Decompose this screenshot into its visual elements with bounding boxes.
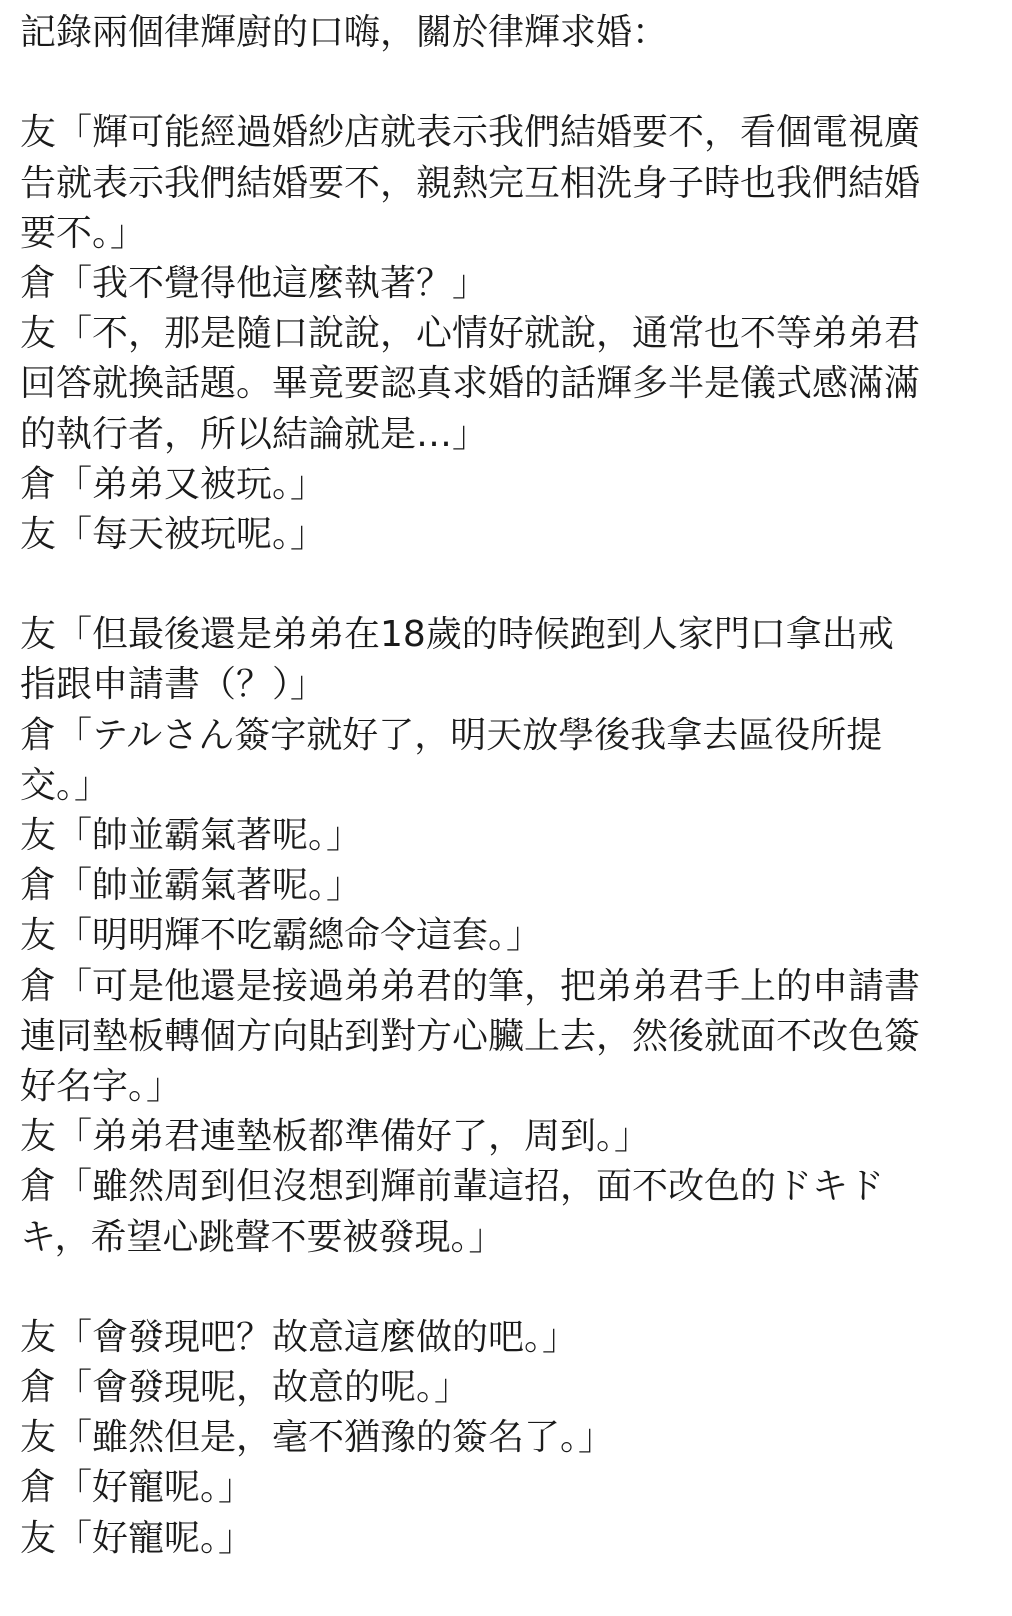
text-line: 友「不，那是隨口說說，心情好就說，通常也不等弟弟君 [20, 313, 921, 355]
text-line: 要不。」 [20, 212, 147, 254]
text-line: 倉「好寵呢。」 [20, 1467, 255, 1509]
text-line: 友「會發現吧？故意這麼做的吧。」 [20, 1316, 579, 1358]
text-line: 友「雖然但是，毫不猶豫的簽名了。」 [20, 1417, 615, 1459]
text-line: 的執行者，所以結論就是…」 [20, 413, 489, 455]
text-line: 倉「雖然周到但沒想到輝前輩這招，面不改色的ドキド [20, 1166, 885, 1208]
text-line: 倉「我不覺得他這麼執著？」 [20, 262, 489, 304]
post-text [20, 8, 970, 1564]
text-line: 友「明明輝不吃霸總命令這套。」 [20, 915, 543, 957]
blank-line [20, 58, 970, 108]
text-line: 倉「テルさん簽字就好了，明天放學後我拿去區役所提 [20, 714, 883, 756]
text-line: 倉「可是他還是接過弟弟君的筆，把弟弟君手上的申請書 [20, 965, 921, 1007]
blank-line [20, 1263, 970, 1313]
text-line: 交。」 [20, 764, 111, 806]
text-line: 倉「帥並霸氣著呢。」 [20, 865, 363, 907]
text-line: 指跟申請書（？）」 [20, 664, 327, 706]
text-line: 告就表示我們結婚要不，親熱完互相洗身子時也我們結婚 [20, 162, 921, 204]
text-line: 友「帥並霸氣著呢。」 [20, 815, 363, 856]
post-intro: 記錄兩個律輝廚的口嗨，關於律輝求婚： [20, 12, 669, 53]
text-line: キ，希望心跳聲不要被發現。」 [20, 1216, 505, 1258]
text-line: 友「好寵呢。」 [20, 1517, 255, 1559]
blank-line [20, 560, 970, 610]
text-line: 友「輝可能經過婚紗店就表示我們結婚要不，看個電視廣 [20, 112, 921, 154]
text-line: 倉「會發現呢，故意的呢。」 [20, 1367, 471, 1409]
text-line: 連同墊板轉個方向貼到對方心臟上去，然後就面不改色簽 [20, 1015, 921, 1057]
text-line: 友「弟弟君連墊板都準備好了，周到。」 [20, 1116, 651, 1158]
text-line: 友「每天被玩呢。」 [20, 513, 327, 555]
text-line: 好名字。」 [20, 1065, 183, 1107]
text-line: 友「但最後還是弟弟在18歲的時候跑到人家門口拿出戒 [20, 614, 894, 656]
text-line: 倉「弟弟又被玩。」 [20, 463, 327, 505]
text-line: 回答就換話題。畢竟要認真求婚的話輝多半是儀式感滿滿 [20, 363, 921, 405]
